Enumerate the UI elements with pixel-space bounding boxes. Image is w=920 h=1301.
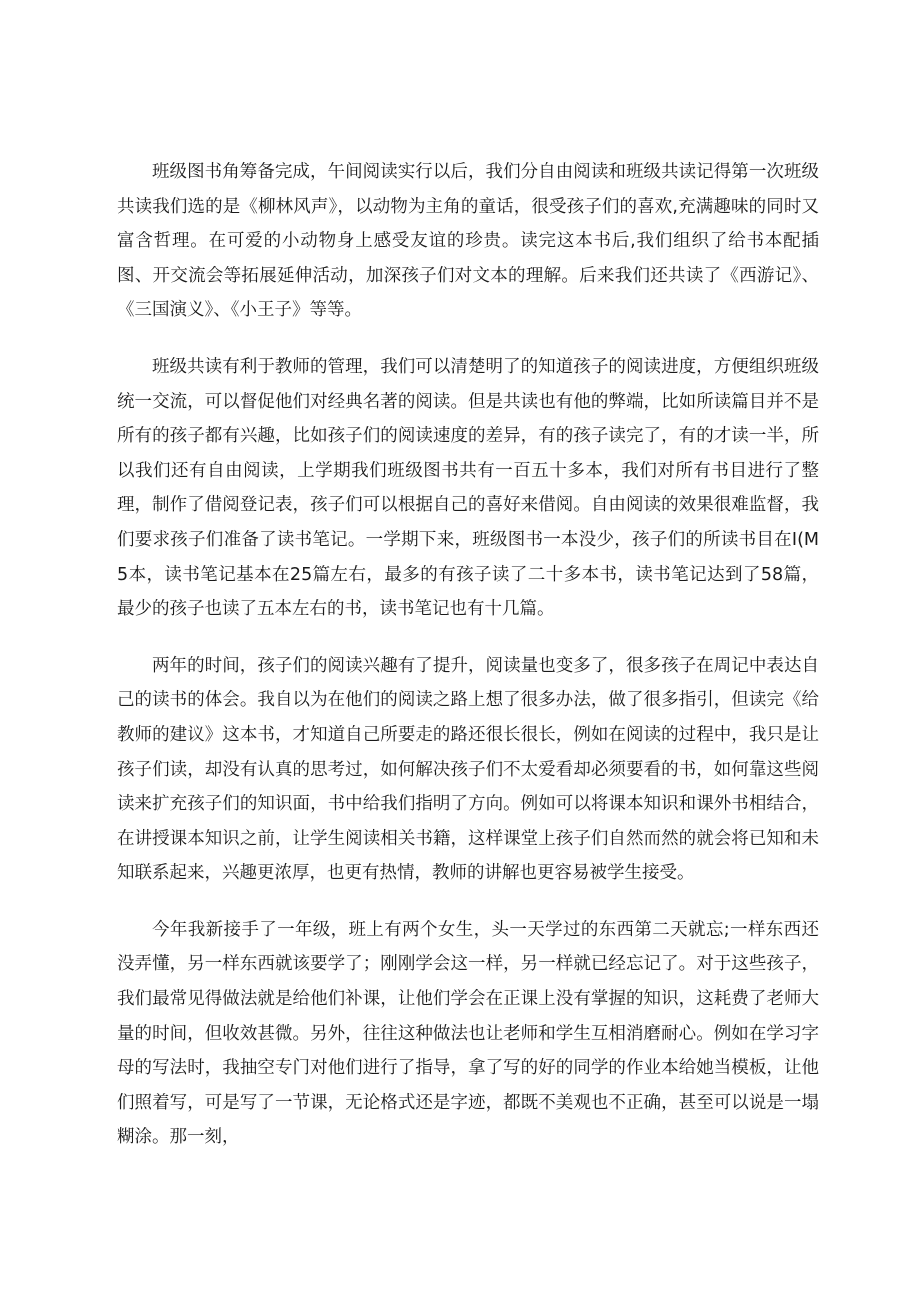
paragraph-4: 今年我新接手了一年级，班上有两个女生，头一天学过的东西第二天就忘;一样东西还没弄懂，另一样东西就该要学了；刚刚学会这一样，另一样就已经忘记了。对于这些孩子，我们最常见得做法就是给他们补课，让他们学会在正课上没有掌握的知识，这耗费了老师大量的时间，但收效甚微。另外，往往这种做法也让老师和学生互相消磨耐心。例如在学习字母的写法时，我抽空专门对他们进行了指导，拿了写的好的同学的作业本给她当模板，让他们照着写，可是写了一节课，无论格式还是字迹，都既不美观也不正确，甚至可以说是一塌糊涂。那一刻， (117, 919, 819, 1148)
paragraph-1: 班级图书角筹备完成，午间阅读实行以后，我们分自由阅读和班级共读记得第一次班级共读我们选的是《柳林风声》，以动物为主角的童话，很受孩子们的喜欢,充满趣味的同时又富含哲理。在可爱的小动物身上感受友谊的珍贵。读完这本书后,我们组织了给书本配插图、开交流会等拓展延伸活动，加深孩子们对文本的理解。后来我们还共读了《西游记》、《三国演义》、《小王子》等等。 (117, 162, 819, 321)
paragraph-3: 两年的时间，孩子们的阅读兴趣有了提升，阅读量也变多了，很多孩子在周记中表达自己的读书的体会。我自以为在他们的阅读之路上想了很多办法，做了很多指引，但读完《给教师的建议》这本书，才知道自己所要走的路还很长很长，例如在阅读的过程中，我只是让孩子们读，却没有认真的思考过，如何解决孩子们不太爱看却必须要看的书，如何靠这些阅读来扩充孩子们的知识面，书中给我们指明了方向。例如可以将课本知识和课外书相结合，在讲授课本知识之前，让学生阅读相关书籍，这样课堂上孩子们自然而然的就会将已知和未知联系起来，兴趣更浓厚，也更有热情，教师的讲解也更容易被学生接受。 (117, 655, 819, 884)
document-body (117, 155, 819, 1177)
paragraph-2: 班级共读有利于教师的管理，我们可以清楚明了的知道孩子的阅读进度，方便组织班级统一交流，可以督促他们对经典名著的阅读。但是共读也有他的弊端，比如所读篇目并不是所有的孩子都有兴趣，比如孩子们的阅读速度的差异，有的孩子读完了，有的才读一半，所以我们还有自由阅读，上学期我们班级图书共有一百五十多本，我们对所有书目进行了整理，制作了借阅登记表，孩子们可以根据自己的喜好来借阅。自由阅读的效果很难监督，我们要求孩子们准备了读书笔记。一学期下来，班级图书一本没少，孩子们的所读书目在I(M5本，读书笔记基本在25篇左右，最多的有孩子读了二十多本书，读书笔记达到了58篇，最少的孩子也读了五本左右的书，读书笔记也有十几篇。 (117, 356, 819, 620)
